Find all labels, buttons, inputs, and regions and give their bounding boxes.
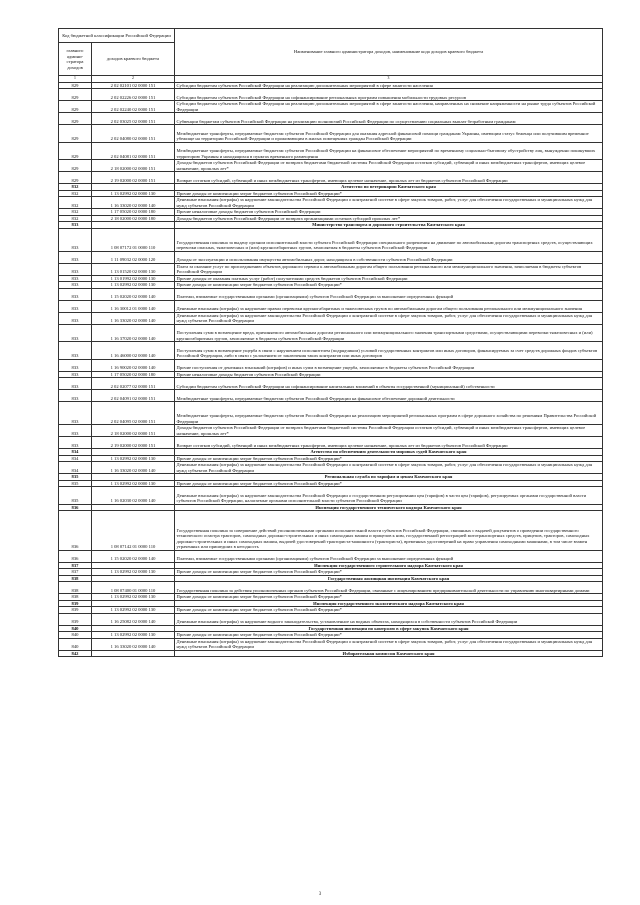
table-row	[59, 288, 603, 300]
income-code-cell: 1 17 05020 02 0000 180	[92, 209, 175, 216]
section-title-cell: Государственная инспекция по контролю в сфере закупок Камчатского края	[175, 625, 603, 632]
admin-code-cell: 836	[59, 504, 92, 511]
table-row	[59, 582, 603, 594]
income-name-cell: Доходы от эксплуатации и использования имущества автомобильных дорог, находящихся в собственности субъектов Российской Федерации	[175, 251, 603, 263]
income-code-cell: 1 16 90020 02 0000 140	[92, 359, 175, 371]
admin-code-cell: 829	[59, 172, 92, 184]
table-row	[59, 390, 603, 402]
income-code-cell: 1 13 02992 02 0000 130	[92, 594, 175, 601]
income-name-cell: Межбюджетные трансферты, передаваемые бюджетам субъектов Российской Федерации на финансовое обеспечение дорожной деятельности	[175, 390, 603, 402]
table-row	[59, 342, 603, 360]
table-row	[59, 228, 603, 251]
table-body	[59, 82, 603, 657]
income-code-cell: 2 19 02000 02 0000 151	[92, 172, 175, 184]
admin-code-cell: 832	[59, 215, 92, 222]
admin-code-cell: 833	[59, 437, 92, 449]
admin-code-cell: 833	[59, 312, 92, 324]
income-code-cell: 1 13 02992 02 0000 130	[92, 455, 175, 462]
income-code-cell: 1 16 37020 02 0000 140	[92, 324, 175, 342]
income-code-cell: 2 02 02101 02 0000 151	[92, 82, 175, 89]
income-name-cell: Плата за оказание услуг по присоединению объектов дорожного сервиса к автомобильным дорогам общего пользования регионального или межмуниципального значения, зачисляемая в бюджеты субъектов Российской Федерации	[175, 263, 603, 275]
admin-code-cell: 836	[59, 550, 92, 562]
admin-code-cell: 835	[59, 474, 92, 481]
admin-code-cell: 833	[59, 263, 92, 275]
admin-code-cell: 840	[59, 632, 92, 639]
income-code-cell: 1 13 02992 02 0000 130	[92, 607, 175, 614]
table-row	[59, 312, 603, 324]
income-name-cell: Межбюджетные трансферты, передаваемые бюджетам субъектов Российской Федерации для оказания адресной финансовой помощи гражданам Украины, имеющим статус беженца или получившим временное убежище на территории Российской Федерации и проживающим в жилых помещениях граждан Российской Федерации	[175, 125, 603, 143]
income-name-cell: Субсидии бюджетам субъектов Российской Федерации на реализацию дополнительных мероприятий в сфере занятости населения, направленных на снижение напряженности на рынке труда субъектов Российской Федерации	[175, 101, 603, 113]
header-classification-code: Код бюджетной классификации Российской Федерации	[59, 29, 175, 43]
income-code-cell: 1 16 46000 02 0000 140	[92, 342, 175, 360]
admin-code-cell: 833	[59, 275, 92, 282]
income-code-cell: 1 16 33020 02 0000 140	[92, 462, 175, 474]
header-index-1: 1	[59, 76, 92, 83]
admin-code-cell: 833	[59, 288, 92, 300]
income-name-cell: Межбюджетные трансферты, передаваемые бюджетам субъектов Российской Федерации на реализацию мероприятий региональных программ в сфере дорожного хозяйства по решениям Правительства Российской Федерации	[175, 402, 603, 425]
table-row	[59, 172, 603, 184]
income-name-cell: Прочие доходы от оказания платных услуг (работ) получателями средств бюджетов субъектов Российской Федерации	[175, 275, 603, 282]
income-name-cell: Прочие доходы от компенсации затрат бюджетов субъектов Российской Федерации*	[175, 480, 603, 487]
admin-code-cell: 833	[59, 390, 92, 402]
income-name-cell: Государственная пошлина за действия уполномоченных органов субъектов Российской Федерации, связанные с лицензированием предпринимательской деятельности по управлению многоквартирными домами	[175, 582, 603, 594]
income-code-cell: 1 16 02030 02 0000 140	[92, 487, 175, 505]
income-code-cell: 1 16 33020 02 0000 140	[92, 197, 175, 209]
income-name-cell: Платежи, взимаемые государственными органами (организациями) субъектов Российской Федерации за выполнение определенных функций	[175, 550, 603, 562]
table-row	[59, 378, 603, 390]
income-code-cell: 1 16 30012 01 0000 140	[92, 300, 175, 312]
table-row	[59, 101, 603, 113]
admin-code-cell: 833	[59, 425, 92, 437]
admin-code-cell: 833	[59, 282, 92, 289]
table-row	[59, 425, 603, 437]
income-code-cell: 2 02 03025 02 0000 151	[92, 113, 175, 125]
income-name-cell: Платежи, взимаемые государственными органами (организациями) субъектов Российской Федерации за выполнение определенных функций	[175, 288, 603, 300]
section-row	[59, 650, 603, 657]
income-name-cell: Межбюджетные трансферты, передаваемые бюджетам субъектов Российской Федерации на финансовое обеспечение мероприятий по временному социально-бытовому обустройству лиц, вынужденно покинувших территорию Украины и находящихся в пунктах временного размещения	[175, 142, 603, 160]
income-name-cell: Денежные взыскания (штрафы) за нарушение законодательства Российской Федерации о государственном регулировании цен (тарифов) в части цен (тарифов), регулируемых органами государственной власти субъектов Российской Федерации, налагаемые органами исполнительной власти субъектов Российской Федерации	[175, 487, 603, 505]
income-code-cell: 2 02 02226 02 0000 151	[92, 89, 175, 101]
admin-code-cell: 833	[59, 222, 92, 229]
admin-code-cell: 839	[59, 613, 92, 625]
section-title-cell: Региональная служба по тарифам и ценам Камчатского края	[175, 474, 603, 481]
income-code-cell: 2 18 02000 02 0000 180	[92, 215, 175, 222]
admin-code-cell: 837	[59, 569, 92, 576]
income-code-cell: 1 08 07142 01 0000 110	[92, 511, 175, 551]
income-name-cell: Прочие доходы от компенсации затрат бюджетов субъектов Российской Федерации*	[175, 632, 603, 639]
header-name: Наименование главного администратора доходов, наименование кода доходов краевого бюджета	[175, 29, 603, 76]
income-code-cell: 2 02 04081 02 0000 151	[92, 142, 175, 160]
income-name-cell: Денежные взыскания (штрафы) за нарушение законодательства Российской Федерации о контрактной системе в сфере закупок товаров, работ, услуг для обеспечения государственных и муниципальных нужд для нужд субъектов Российской Федерации	[175, 312, 603, 324]
page-number: 3	[318, 892, 322, 897]
admin-code-cell: 833	[59, 342, 92, 360]
admin-code-cell: 833	[59, 359, 92, 371]
income-name-cell: Субсидии бюджетам субъектов Российской Федерации на реализацию дополнительных мероприятий в сфере занятости населения	[175, 82, 603, 89]
admin-code-cell: 833	[59, 251, 92, 263]
admin-code-cell: 840	[59, 638, 92, 650]
income-code-cell: 1 08 07400 01 0000 110	[92, 582, 175, 594]
table-row	[59, 324, 603, 342]
admin-code-cell: 839	[59, 607, 92, 614]
income-code-cell: 1 13 02992 02 0000 130	[92, 632, 175, 639]
income-name-cell: Прочие доходы от компенсации затрат бюджетов субъектов Российской Федерации*	[175, 282, 603, 289]
income-name-cell: Денежные взыскания (штрафы) за нарушение правил перевозки крупногабаритных и тяжеловесных грузов по автомобильным дорогам общего пользования регионального или межмуниципального значения	[175, 300, 603, 312]
document-page	[58, 28, 602, 657]
income-code-cell: 1 13 01992 02 0000 130	[92, 275, 175, 282]
section-title-cell: Агентство по ветеринарии Камчатского края	[175, 184, 603, 191]
admin-code-cell: 837	[59, 562, 92, 569]
admin-code-cell: 834	[59, 449, 92, 456]
income-name-cell: Поступления сумм в возмещение вреда, причиняемого автомобильным дорогам регионального или межмуниципального значения транспортными средствами, осуществляющими перевозки тяжеловесных и (или) крупногабаритных грузов, зачисляемые в бюджеты субъектов Российской Федерации	[175, 324, 603, 342]
income-code-cell: 1 16 33020 02 0000 140	[92, 312, 175, 324]
admin-code-cell: 829	[59, 82, 92, 89]
table-row	[59, 462, 603, 474]
income-name-cell: Прочие доходы от компенсации затрат бюджетов субъектов Российской Федерации*	[175, 569, 603, 576]
section-title-cell: Государственная жилищная инспекция Камчатского края	[175, 575, 603, 582]
income-name-cell: Субсидии бюджетам субъектов Российской Федерации на софинансирование капитальных вложений в объекты государственной (муниципальной) собственности	[175, 378, 603, 390]
section-title-cell: Министерство транспорта и дорожного строительства Камчатского края	[175, 222, 603, 229]
table-row	[59, 437, 603, 449]
income-code-cell: 1 11 09032 02 0000 120	[92, 251, 175, 263]
table-row	[59, 89, 603, 101]
income-name-cell: Государственная пошлина за совершение действий уполномоченными органами исполнительной власти субъектов Российской Федерации, связанных с выдачей документов о проведении государственного технического осмотра тракторов, самоходных дорожно-строительных и иных самоходных машин и прицепов к ним, государственной регистрацией мототранспортных средств, прицепов, тракторов, самоходных дорожно-строительных и иных самоходных машин, выдачей удостоверений тракториста-машиниста (тракториста), временных удостоверений на право управления самоходными машинами, в том числе взамен утраченных или пришедших в негодность	[175, 511, 603, 551]
admin-code-cell: 838	[59, 594, 92, 601]
income-code-cell: 2 02 04095 02 0000 151	[92, 402, 175, 425]
income-code-cell: 2 02 04091 02 0000 151	[92, 390, 175, 402]
table-row	[59, 487, 603, 505]
table-row	[59, 638, 603, 650]
section-title-cell: Агентство по обеспечению деятельности мировых судей Камчатского края	[175, 449, 603, 456]
admin-code-cell: 839	[59, 600, 92, 607]
income-code-cell: 2 18 02000 02 0000 151	[92, 160, 175, 172]
income-name-cell: Прочие доходы от компенсации затрат бюджетов субъектов Российской Федерации*	[175, 455, 603, 462]
income-name-cell: Возврат остатков субсидий, субвенций и иных межбюджетных трансфертов, имеющих целевое назначение, прошлых лет из бюджетов субъектов Российской Федерации	[175, 437, 603, 449]
income-name-cell: Доходы бюджетов субъектов Российской Федерации от возврата организациями остатков субсидий прошлых лет*	[175, 215, 603, 222]
table-row	[59, 359, 603, 371]
table-row	[59, 142, 603, 160]
admin-code-cell: 833	[59, 324, 92, 342]
income-name-cell: Государственная пошлина за выдачу органом исполнительной власти субъекта Российской Федерации специального разрешения на движение по автомобильным дорогам транспортных средств, осуществляющих перевозки опасных, тяжеловесных и (или) крупногабаритных грузов, зачисляемая в бюджеты субъектов Российской Федерации	[175, 228, 603, 251]
income-code-cell: 1 15 02020 02 0000 140	[92, 550, 175, 562]
income-code-cell: 1 16 25082 02 0000 140	[92, 613, 175, 625]
income-name-cell: Прочие доходы от компенсации затрат бюджетов субъектов Российской Федерации*	[175, 190, 603, 197]
header-income: доходов краевого бюджета	[92, 43, 175, 76]
budget-classification-table	[58, 28, 603, 657]
admin-code-cell: 834	[59, 455, 92, 462]
table-row	[59, 402, 603, 425]
income-name-cell: Прочие поступления от денежных взысканий (штрафов) и иных сумм в возмещение ущерба, зачисляемые в бюджеты субъектов Российской Федерации	[175, 359, 603, 371]
table-row	[59, 263, 603, 275]
income-name-cell: Денежные взыскания (штрафы) за нарушение законодательства Российской Федерации о контрактной системе в сфере закупок товаров, работ, услуг для обеспечения государственных и муниципальных нужд для нужд субъектов Российской Федерации	[175, 462, 603, 474]
header-admin: главного админи-стратора доходов	[59, 43, 92, 76]
income-name-cell: Прочие неналоговые доходы бюджетов субъектов Российской Федерации	[175, 371, 603, 378]
admin-code-cell: 834	[59, 462, 92, 474]
income-code-cell: 1 13 02992 02 0000 130	[92, 282, 175, 289]
admin-code-cell: 829	[59, 142, 92, 160]
income-code-cell: 1 08 07172 01 0000 110	[92, 228, 175, 251]
income-name-cell: Прочие доходы от компенсации затрат бюджетов субъектов Российской Федерации*	[175, 594, 603, 601]
income-name-cell: Возврат остатков субсидий, субвенций и иных межбюджетных трансфертов, имеющих целевое назначение, прошлых лет из бюджетов субъектов Российской Федерации	[175, 172, 603, 184]
section-title-cell: Избирательная комиссия Камчатского края	[175, 650, 603, 657]
table-row	[59, 160, 603, 172]
income-name-cell: Субсидии бюджетам субъектов Российской Федерации на софинансирование региональных программ повышения мобильности трудовых ресурсов	[175, 89, 603, 101]
admin-code-cell: 829	[59, 89, 92, 101]
income-code-cell: 2 02 02240 02 0000 151	[92, 101, 175, 113]
income-code-cell	[92, 650, 175, 657]
income-code-cell: 2 02 04080 02 0000 151	[92, 125, 175, 143]
admin-code-cell: 832	[59, 209, 92, 216]
header-index-3: 3	[175, 76, 603, 83]
admin-code-cell: 829	[59, 113, 92, 125]
admin-code-cell: 838	[59, 582, 92, 594]
income-code-cell: 1 13 01520 02 0000 130	[92, 263, 175, 275]
table-row	[59, 511, 603, 551]
section-title-cell: Инспекция государственного технического надзора Камчатского края	[175, 504, 603, 511]
admin-code-cell: 832	[59, 184, 92, 191]
income-name-cell: Денежные взыскания (штрафы) за нарушение законодательства Российской Федерации о контрактной системе в сфере закупок товаров, работ, услуг для обеспечения государственных и муниципальных нужд для нужд субъектов Российской Федерации	[175, 197, 603, 209]
income-code-cell: 1 17 05020 02 0000 180	[92, 371, 175, 378]
admin-code-cell: 829	[59, 160, 92, 172]
income-name-cell: Доходы бюджетов субъектов Российской Федерации от возврата бюджетами бюджетной системы Российской Федерации остатков субсидий, субвенций и иных межбюджетных трансфертов, имеющих целевое назначение, прошлых лет*	[175, 160, 603, 172]
table-row	[59, 125, 603, 143]
admin-code-cell: 833	[59, 402, 92, 425]
admin-code-cell: 840	[59, 625, 92, 632]
income-name-cell: Прочие неналоговые доходы бюджетов субъектов Российской Федерации	[175, 209, 603, 216]
income-code-cell: 2 18 02000 02 0000 151	[92, 425, 175, 437]
admin-code-cell: 832	[59, 197, 92, 209]
section-title-cell: Инспекция государственного строительного надзора Камчатского края	[175, 562, 603, 569]
admin-code-cell: 835	[59, 480, 92, 487]
income-name-cell: Поступления сумм в возмещение ущерба в связи с нарушением исполнителем (подрядчиком) условий государственных контрактов или иных договоров, финансируемых за счет средств дорожных фондов субъектов Российской Федерации, либо в связи с уклонением от заключения таких контрактов или иных договоров	[175, 342, 603, 360]
income-name-cell: Денежные взыскания (штрафы) за нарушение водного законодательства, установленное на водных объектах, находящихся в собственности субъектов Российской Федерации	[175, 613, 603, 625]
income-code-cell: 1 13 02992 02 0000 130	[92, 190, 175, 197]
admin-code-cell: 835	[59, 487, 92, 505]
table-row	[59, 613, 603, 625]
admin-code-cell: 842	[59, 650, 92, 657]
income-code-cell: 1 16 33020 02 0000 140	[92, 638, 175, 650]
section-title-cell: Инспекция государственного экологического надзора Камчатского края	[175, 600, 603, 607]
income-name-cell: Доходы бюджетов субъектов Российской Федерации от возврата бюджетами бюджетной системы Российской Федерации остатков субсидий, субвенций и иных межбюджетных трансфертов, имеющих целевое назначение, прошлых лет*	[175, 425, 603, 437]
admin-code-cell: 836	[59, 511, 92, 551]
income-code-cell: 2 02 02077 02 0000 151	[92, 378, 175, 390]
income-code-cell: 1 13 02992 02 0000 130	[92, 480, 175, 487]
admin-code-cell: 833	[59, 371, 92, 378]
admin-code-cell: 829	[59, 101, 92, 113]
admin-code-cell: 832	[59, 190, 92, 197]
table-row	[59, 251, 603, 263]
income-code-cell: 1 15 02020 02 0000 140	[92, 288, 175, 300]
income-name-cell: Прочие доходы от компенсации затрат бюджетов субъектов Российской Федерации*	[175, 607, 603, 614]
income-name-cell: Субвенции бюджетам субъектов Российской Федерации на реализацию полномочий Российской Федерации по осуществлению социальных выплат безработным гражданам	[175, 113, 603, 125]
table-row	[59, 113, 603, 125]
admin-code-cell: 829	[59, 125, 92, 143]
admin-code-cell: 833	[59, 378, 92, 390]
admin-code-cell: 833	[59, 228, 92, 251]
table-row	[59, 550, 603, 562]
admin-code-cell: 838	[59, 575, 92, 582]
admin-code-cell: 833	[59, 300, 92, 312]
income-name-cell: Денежные взыскания (штрафы) за нарушение законодательства Российской Федерации о контрактной системе в сфере закупок товаров, работ, услуг для обеспечения государственных и муниципальных нужд для нужд субъектов Российской Федерации	[175, 638, 603, 650]
income-code-cell: 2 19 02000 02 0000 151	[92, 437, 175, 449]
table-row	[59, 197, 603, 209]
header-index-2: 2	[92, 76, 175, 83]
table-row	[59, 300, 603, 312]
income-code-cell: 1 13 02992 02 0000 130	[92, 569, 175, 576]
